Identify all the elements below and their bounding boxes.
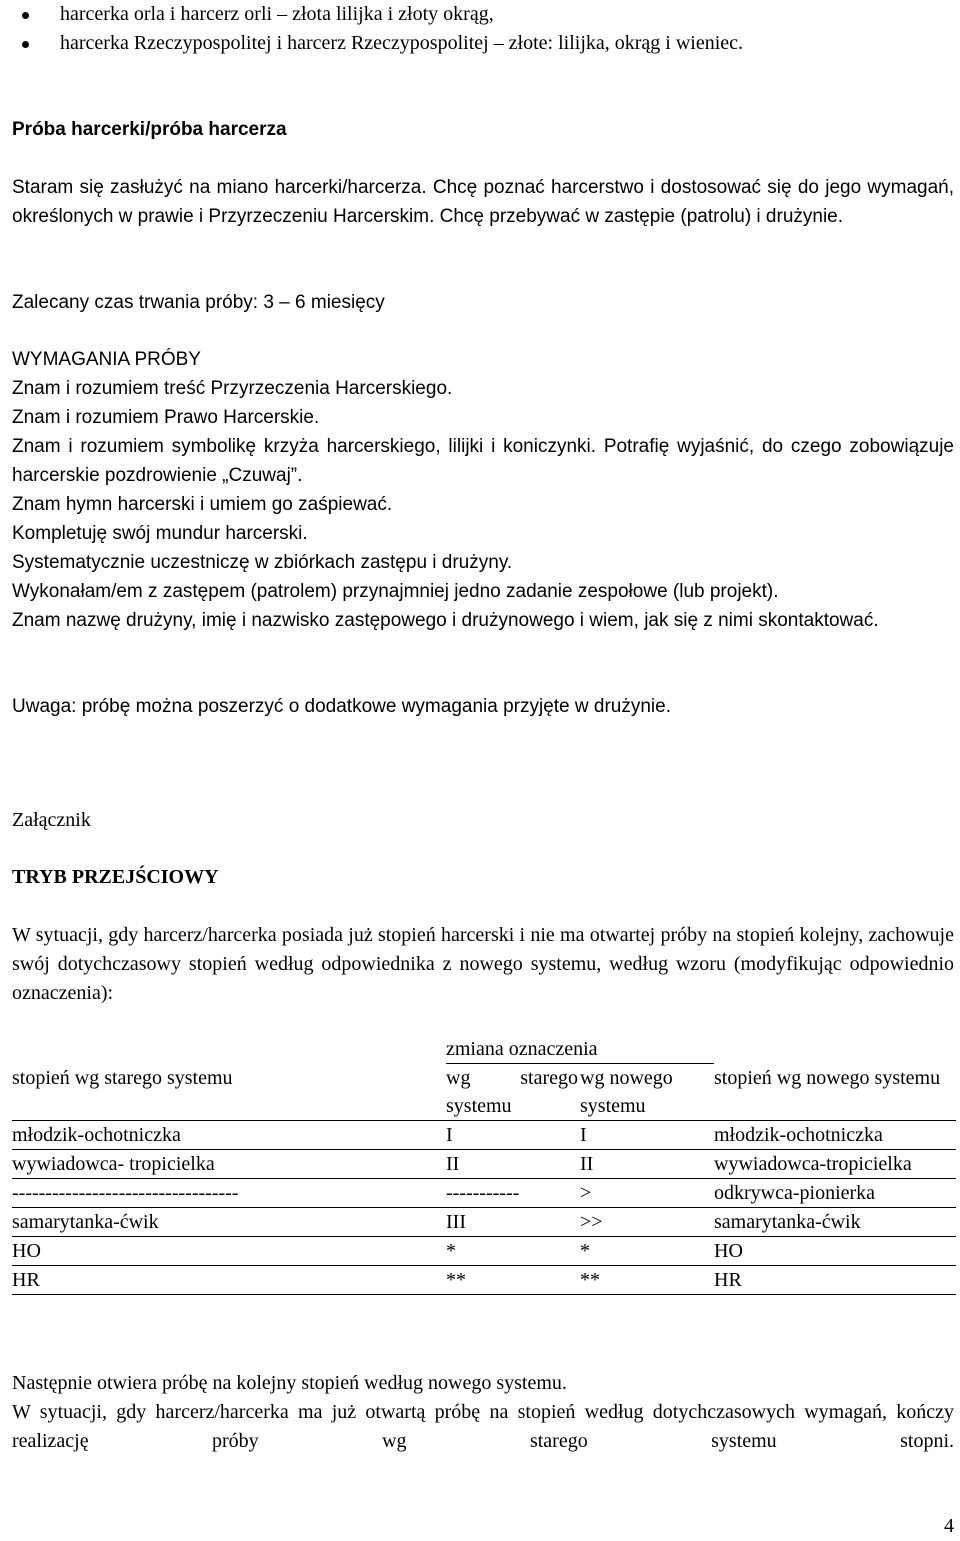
requirement-item: Znam i rozumiem treść Przyrzeczenia Harcerskiego. <box>12 378 453 399</box>
header-change-old: wg starego systemu <box>446 1064 580 1121</box>
table-cell: wywiadowca- tropicielka <box>12 1150 446 1179</box>
transition-heading: TRYB PRZEJŚCIOWY <box>12 866 219 888</box>
attachment-label: Załącznik <box>12 809 91 831</box>
table-cell: > <box>580 1179 714 1208</box>
header-change-new: wg nowego systemu <box>580 1064 714 1121</box>
badge-list <box>60 0 950 58</box>
table-cell: ---------------------------------- <box>12 1179 446 1208</box>
table-row <box>12 1179 956 1208</box>
header-old-system: stopień wg starego systemu <box>12 1035 446 1121</box>
table-cell: >> <box>580 1208 714 1237</box>
header-change: zmiana oznaczenia <box>446 1035 714 1064</box>
table-cell: ----------- <box>446 1179 580 1208</box>
requirement-item: Wykonałam/em z zastępem (patrolem) przynajmniej jedno zadanie zespołowe (lub projekt). <box>12 581 779 602</box>
table-row <box>12 1237 956 1266</box>
table-cell: ** <box>580 1266 714 1295</box>
table-cell: II <box>580 1150 714 1179</box>
table-row <box>12 1121 956 1150</box>
table-row <box>12 1150 956 1179</box>
duration-text: Zalecany czas trwania próby: 3 – 6 miesięcy <box>12 292 385 313</box>
requirement-item: Systematycznie uczestniczę w zbiórkach zastępu i drużyny. <box>12 552 513 573</box>
header-new-system: stopień wg nowego systemu <box>714 1035 956 1121</box>
table-cell: samarytanka-ćwik <box>12 1208 446 1237</box>
conversion-table <box>12 1035 956 1295</box>
table-cell: I <box>446 1121 580 1150</box>
table-cell: HR <box>12 1266 446 1295</box>
table-cell: wywiadowca-tropicielka <box>714 1150 956 1179</box>
requirement-item: Znam i rozumiem Prawo Harcerskie. <box>12 407 320 428</box>
table-cell: samarytanka-ćwik <box>714 1208 956 1237</box>
table-cell: I <box>580 1121 714 1150</box>
requirements-list <box>12 374 954 635</box>
page-number: 4 <box>944 1515 954 1537</box>
table-cell: II <box>446 1150 580 1179</box>
transition-paragraph: W sytuacji, gdy harcerz/harcerka posiada już stopień harcerski i nie ma otwartej próby na stopień kolejny, zachowuje swój dotychczasowy stopień według odpowiednika z nowego systemu, według wzoru (modyfikując odpowiednio oznaczenia): <box>12 924 954 1004</box>
after-table-text: W sytuacji, gdy harcerz/harcerka ma już otwartą próbę na stopień według dotychczasowych wymagań, kończy realizację próby wg starego systemu stopni. <box>12 1401 954 1452</box>
table-cell: młodzik-ochotniczka <box>12 1121 446 1150</box>
intro-paragraph: Staram się zasłużyć na miano harcerki/harcerza. Chcę poznać harcerstwo i dostosować się do jego wymagań, określonych w prawie i Przyrzeczeniu Harcerskim. Chcę przebywać w zastępie (patrolu) i drużynie. <box>12 177 954 227</box>
table-cell: * <box>580 1237 714 1266</box>
requirements-heading: WYMAGANIA PRÓBY <box>12 349 201 370</box>
requirement-item: Znam hymn harcerski i umiem go zaśpiewać. <box>12 494 393 515</box>
table-cell: HR <box>714 1266 956 1295</box>
table-cell: HO <box>714 1237 956 1266</box>
table-cell: młodzik-ochotniczka <box>714 1121 956 1150</box>
list-item: harcerka Rzeczypospolitej i harcerz Rzeczypospolitej – złote: lilijka, okrąg i wieniec. <box>60 29 950 58</box>
after-table-text: Następnie otwiera próbę na kolejny stopień według nowego systemu. <box>12 1372 567 1394</box>
trial-heading: Próba harcerki/próba harcerza <box>12 119 287 140</box>
table-cell: * <box>446 1237 580 1266</box>
requirement-item: Znam i rozumiem symbolikę krzyża harcerskiego, lilijki i koniczynki. Potrafię wyjaśnić, do czego zobowiązuje harcerskie pozdrowienie „Czuwaj”. <box>12 436 954 486</box>
requirement-item: Kompletuję swój mundur harcerski. <box>12 523 308 544</box>
note-text: Uwaga: próbę można poszerzyć o dodatkowe wymagania przyjęte w drużynie. <box>12 696 671 717</box>
table-row <box>12 1208 956 1237</box>
table-cell: HO <box>12 1237 446 1266</box>
requirement-item: Znam nazwę drużyny, imię i nazwisko zastępowego i drużynowego i wiem, jak się z nimi skontaktować. <box>12 610 879 631</box>
table-cell: ** <box>446 1266 580 1295</box>
table-row <box>12 1266 956 1295</box>
table-cell: III <box>446 1208 580 1237</box>
table-cell: odkrywca-pionierka <box>714 1179 956 1208</box>
list-item: harcerka orla i harcerz orli – złota lilijka i złoty okrąg, <box>60 0 950 29</box>
